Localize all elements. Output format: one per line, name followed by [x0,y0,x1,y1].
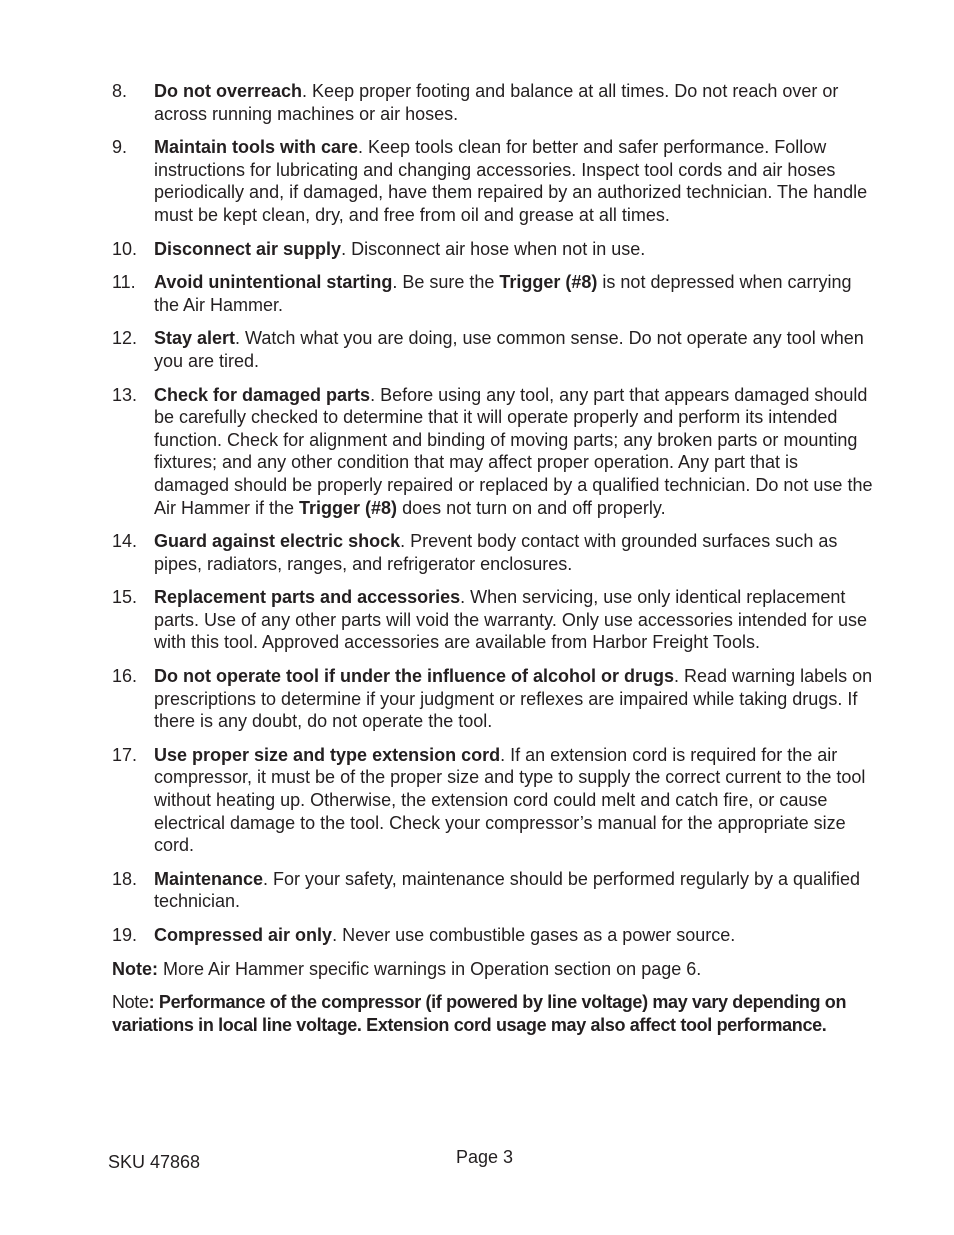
item-text: . Be sure the [392,272,500,293]
item-title: Compressed air only [154,925,333,945]
item-body [154,271,874,316]
item-title: Avoid unintentional starting [154,272,393,293]
item-title: Disconnect air supply [154,238,342,259]
note-compressor-performance [112,991,874,1036]
warning-item [112,327,874,372]
item-title: Guard against electric shock [154,531,401,552]
item-number: 16. [112,666,138,687]
note-text: More Air Hammer specific warnings in Operation section on page 6. [158,958,702,979]
item-number: 9. [112,137,128,158]
item-text: . Disconnect air hose when not in use. [341,238,646,259]
item-number: 13. [112,384,138,405]
item-text: . Read warning labels on prescriptions to determine if your judgment or reflexes are impaired while taking drugs. If there is any doubt, do not operate the tool. [154,666,873,732]
note2-text: : Performance of the compressor (if powered by line voltage) may vary depending on variations in local line voltage. Extension cord usage may also affect tool performance. [112,992,847,1035]
note-label: Note: [112,958,158,979]
item-number: 15. [112,587,138,608]
note-operation-warnings [112,958,874,981]
item-text: . If an extension cord is required for the air compressor, it must be of the proper size and type to supply the correct current to the tool without heating up. Otherwise, the extension cord could melt and catch fire, or cause electrical damage to the tool. Check your compressor’s manual for the appropriate size cord. [154,744,866,856]
item-text: does not turn on and off properly. [397,497,666,518]
item-body [154,136,874,226]
page-number: Page 3 [456,1147,514,1167]
item-number: 12. [112,328,138,349]
item-number: 14. [112,531,138,552]
item-title: Do not operate tool if under the influence of alcohol or drugs [154,666,675,687]
warning-item [112,924,874,947]
warning-item [112,665,874,733]
warning-item [112,136,874,226]
item-body [154,586,874,654]
warning-item [112,238,874,261]
warning-item [112,271,874,316]
item-text: . Never use combustible gases as a power source. [332,925,736,945]
item-body [154,327,874,372]
item-body [154,238,874,261]
item-emphasis: Trigger (#8) [299,497,398,518]
item-text: . Prevent body contact with grounded surfaces such as pipes, radiators, ranges, and refrigerator enclosures. [154,531,838,574]
item-body [154,80,874,125]
item-title: Use proper size and type extension cord [154,744,501,765]
warning-item [112,744,874,857]
item-text: . When servicing, use only identical replacement parts. Use of any other parts will void the warranty. Only use accessories intended for use with this tool. Approved accessories are available from Harbor Freight Tools. [154,587,868,653]
item-title: Do not overreach [154,81,303,101]
item-body [154,744,874,857]
item-body [154,384,874,520]
note2-label: Note [112,992,149,1013]
item-text: . Watch what you are doing, use common sense. Do not operate any tool when you are tired. [154,328,864,371]
warning-item [112,530,874,575]
item-text: . Before using any tool, any part that appears damaged should be carefully checked to determine that it will operate properly and perform its intended function. Check for alignment and binding of moving parts; any broken parts or mounting fixtures; and any other condition that may affect proper operation. Any part that is damaged should be properly repaired or replaced by a qualified technician. Do not use the Air Hammer if the [154,384,873,518]
item-body [154,530,874,575]
item-number: 17. [112,744,138,765]
item-title: Replacement parts and accessories [154,587,461,608]
item-text: . Keep proper footing and balance at all times. Do not reach over or across running machines or air hoses. [154,81,839,124]
warning-item [112,384,874,520]
sku-number: SKU 47868 [108,1152,201,1172]
item-text: is not depressed when carrying the Air Hammer. [154,272,852,315]
item-title: Stay alert [154,328,236,349]
item-text: . Keep tools clean for better and safer performance. Follow instructions for lubricating and changing accessories. Inspect tool cords and air hoses periodically and, if damaged, have them repaired by an authorized technician. The handle must be kept clean, dry, and free from oil and grease at all times. [154,137,868,225]
item-number: 8. [112,81,128,101]
item-number: 11. [112,272,136,293]
item-number: 19. [112,925,138,945]
item-body [154,924,874,947]
warning-item [112,586,874,654]
warning-item [112,80,874,125]
warning-item [112,868,874,913]
item-text: . For your safety, maintenance should be performed regularly by a qualified technician. [154,868,861,912]
item-number: 10. [112,238,138,259]
item-number: 18. [112,868,138,889]
item-body [154,665,874,733]
item-title: Maintain tools with care [154,137,359,158]
item-title: Maintenance [154,868,264,889]
warning-items [112,80,874,947]
item-body [154,868,874,913]
safety-warnings-list [112,80,874,1036]
item-emphasis: Trigger (#8) [499,272,598,293]
item-title: Check for damaged parts [154,384,371,405]
